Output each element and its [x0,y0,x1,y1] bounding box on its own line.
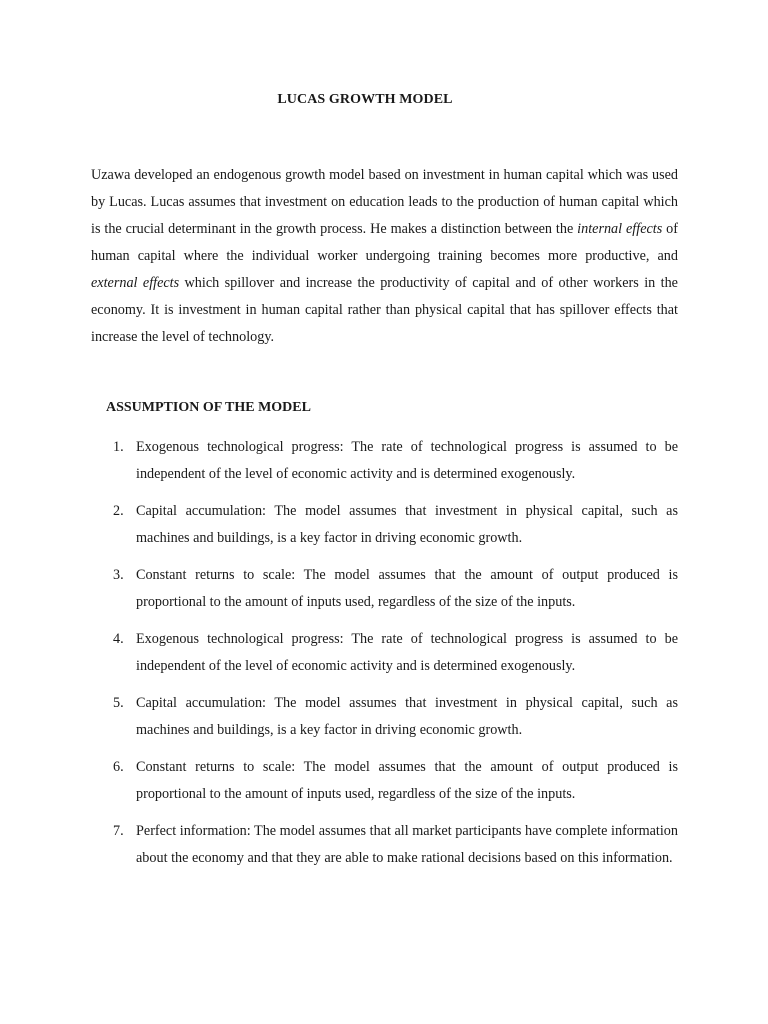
list-item-text: Perfect information: The model assumes that all market participants have complete information about the economy and that they are able to make rational decisions based on this information. [136,823,678,866]
list-item-number: 4. [113,631,124,647]
list-item-number: 1. [113,439,124,455]
list-item-text: Exogenous technological progress: The rate of technological progress is assumed to be independent of the level of economic activity and is determined exogenously. [136,439,678,482]
list-item-number: 6. [113,759,124,775]
list-item-text: Capital accumulation: The model assumes that investment in physical capital, such as machines and buildings, is a key factor in driving economic growth. [136,503,678,546]
list-item-number: 5. [113,695,124,711]
list-item-text: Exogenous technological progress: The rate of technological progress is assumed to be independent of the level of economic activity and is determined exogenously. [136,631,678,674]
list-item [91,434,678,488]
list-item-number: 3. [113,567,124,583]
document-title: LUCAS GROWTH MODEL [277,92,453,107]
intro-text-part-2: of human capital where the individual worker undergoing training becomes more productive, and [91,221,678,264]
list-item-number: 2. [113,503,124,519]
list-item-number: 7. [113,823,124,839]
list-item [91,562,678,616]
internal-effects-term: internal effects [577,221,663,237]
list-item [91,818,678,872]
external-effects-term: external effects [91,275,180,291]
list-item [91,690,678,744]
intro-text-part-3: which spillover and increase the productivity of capital and of other workers in the economy. It is investment in human capital rather than physical capital that has spillover effects that increase the level of technology. [91,275,678,345]
list-item-text: Capital accumulation: The model assumes that investment in physical capital, such as machines and buildings, is a key factor in driving economic growth. [136,695,678,738]
list-item-text: Constant returns to scale: The model assumes that the amount of output produced is proportional to the amount of inputs used, regardless of the size of the inputs. [136,567,678,610]
list-item [91,754,678,808]
intro-paragraph [91,162,678,351]
intro-text-part-1: Uzawa developed an endogenous growth model based on investment in human capital which was used by Lucas. Lucas assumes that investment on education leads to the production of human capital which is the crucial determinant in the growth process. He makes a distinction between the [91,167,678,237]
section-heading: ASSUMPTION OF THE MODEL [106,400,311,415]
list-item [91,498,678,552]
list-item-text: Constant returns to scale: The model assumes that the amount of output produced is proportional to the amount of inputs used, regardless of the size of the inputs. [136,759,678,802]
assumptions-list [91,434,678,882]
list-item [91,626,678,680]
